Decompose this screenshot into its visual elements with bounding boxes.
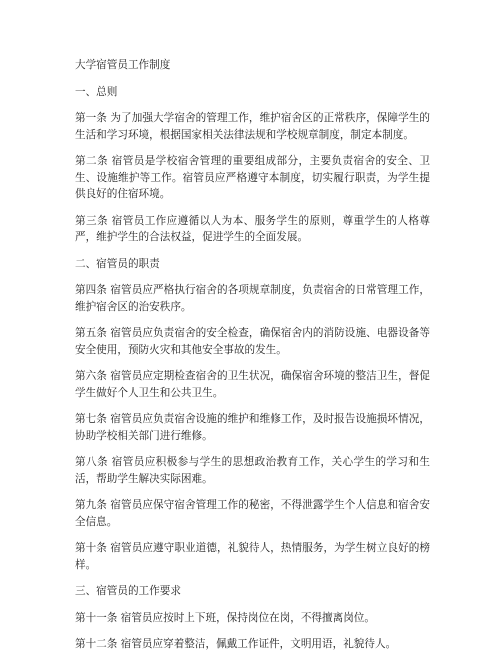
section-heading-requirements: 三、宿管员的工作要求: [75, 585, 181, 597]
article-9: 第九条 宿管员应保守宿舍管理工作的秘密，不得泄露学生个人信息和宿舍安全信息。: [75, 499, 430, 528]
document-body: [75, 57, 430, 663]
section-heading-general: 一、总则: [75, 85, 118, 98]
article-4: 第四条 宿管员应严格执行宿舍的各项规章制度，负责宿舍的日常管理工作，维护宿舍区的治安秩序。: [75, 284, 430, 313]
article-12: 第十二条 宿管员应穿着整洁，佩戴工作证件，文明用语，礼貌待人。: [75, 638, 397, 650]
article-8: 第八条 宿管员应积极参与学生的思想政治教育工作，关心学生的学习和生活，帮助学生解决实际困难。: [75, 456, 430, 485]
article-2: 第二条 宿管员是学校宿舍管理的重要组成部分，主要负责宿舍的安全、卫生、设施维护等工作。宿管员应严格遵守本制度，切实履行职责，为学生提供良好的住宿环境。: [75, 155, 430, 200]
article-10: 第十条 宿管员应遵守职业道德，礼貌待人，热情服务，为学生树立良好的榜样。: [75, 542, 430, 571]
section-heading-duties: 二、宿管员的职责: [75, 257, 160, 270]
article-6: 第六条 宿管员应定期检查宿舍的卫生状况，确保宿舍环境的整洁卫生，督促学生做好个人卫生和公共卫生。: [75, 370, 430, 399]
article-11: 第十一条 宿管员应按时上下班，保持岗位在岗，不得擅离岗位。: [75, 611, 375, 624]
document-title: 大学宿管员工作制度: [75, 59, 171, 71]
article-5: 第五条 宿管员应负责宿舍的安全检查，确保宿舍内的消防设施、电器设备等安全使用，预防火灾和其他安全事故的发生。: [75, 327, 430, 356]
article-7: 第七条 宿管员应负责宿舍设施的维护和维修工作，及时报告设施损坏情况，协助学校相关部门进行维修。: [75, 413, 430, 442]
article-3: 第三条 宿管员工作应遵循以人为本、服务学生的原则，尊重学生的人格尊严，维护学生的合法权益，促进学生的全面发展。: [75, 214, 430, 243]
article-1: 第一条 为了加强大学宿舍的管理工作，维护宿舍区的正常秩序，保障学生的生活和学习环境，根据国家相关法律法规和学校规章制度，制定本制度。: [75, 112, 430, 141]
